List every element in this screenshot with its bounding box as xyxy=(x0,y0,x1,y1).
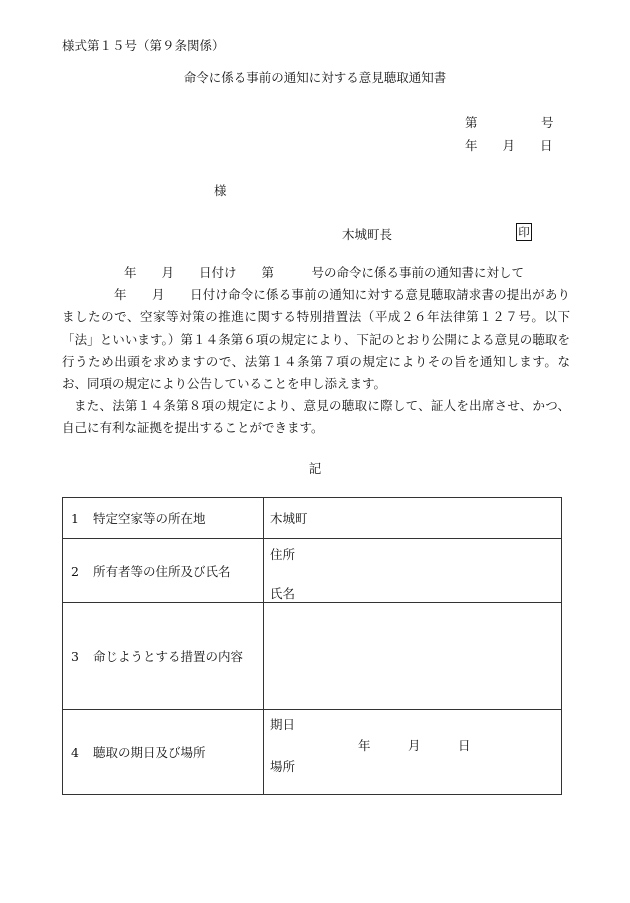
row-2-value xyxy=(264,539,562,603)
table-row xyxy=(63,710,562,795)
date-year: 年 xyxy=(465,138,478,153)
ki-heading: 記 xyxy=(308,461,322,476)
date-day: 日 xyxy=(540,138,553,153)
document-number-label: 第 xyxy=(465,115,478,130)
document-number-suffix: 号 xyxy=(541,115,554,130)
row-4-value xyxy=(264,710,562,795)
body-reference-line: 年 月 日付け 第 号の命令に係る事前の通知書に対して xyxy=(124,265,525,280)
sender: 木城町長 xyxy=(342,227,393,242)
row-label: 命じようとする措置の内容 xyxy=(93,649,244,664)
date-month: 月 xyxy=(502,138,516,153)
place-label: 場所 xyxy=(270,759,296,774)
row-label: 所有者等の住所及び氏名 xyxy=(93,563,231,579)
document-date xyxy=(465,136,553,154)
address-label: 住所 xyxy=(270,547,296,562)
table-row xyxy=(63,498,562,539)
addressee-suffix: 様 xyxy=(214,183,227,198)
row-1-label xyxy=(63,498,264,539)
details-table xyxy=(62,497,562,795)
row-number: 2 xyxy=(71,563,79,579)
row-number: 4 xyxy=(71,745,79,760)
document-title: 命令に係る事前の通知に対する意見聴取通知書 xyxy=(183,70,447,85)
row-number: 1 xyxy=(71,511,79,526)
date-label: 期日 xyxy=(270,717,296,732)
table-row xyxy=(63,539,562,603)
body-paragraph-1: 年 月 日付け命令に係る事前の通知に対する意見聴取請求書の提出がありましたので、空家等対策の推進に関する特別措置法（平成２６年法律第１２７号。以下「法」といいます。）第１４条第６項の規定により、下記のとおり公開による意見の聴取を行うため出頭を求めますので、法第１４条第７項の規定によりその旨を通知します。なお、同項の規定により公告していることを申し添えます。 xyxy=(62,287,570,392)
body-text xyxy=(62,262,570,440)
row-3-value xyxy=(264,603,562,710)
hearing-date: 年 月 日 xyxy=(358,738,471,753)
row-4-label xyxy=(63,710,264,795)
form-number: 様式第１５号（第９条関係） xyxy=(62,38,225,53)
row-2-label xyxy=(63,539,264,603)
row-label: 聴取の期日及び場所 xyxy=(93,745,206,760)
row-1-value: 木城町 xyxy=(264,498,562,539)
row-3-label xyxy=(63,603,264,710)
table-row xyxy=(63,603,562,710)
seal-stamp: 印 xyxy=(516,223,532,241)
row-label: 特定空家等の所在地 xyxy=(93,511,206,526)
body-paragraph-2: また、法第１４条第８項の規定により、意見の聴取に際して、証人を出席させ、かつ、自己に有利な証拠を提出することができます。 xyxy=(62,398,570,436)
name-label: 氏名 xyxy=(270,586,296,601)
row-number: 3 xyxy=(71,649,79,664)
